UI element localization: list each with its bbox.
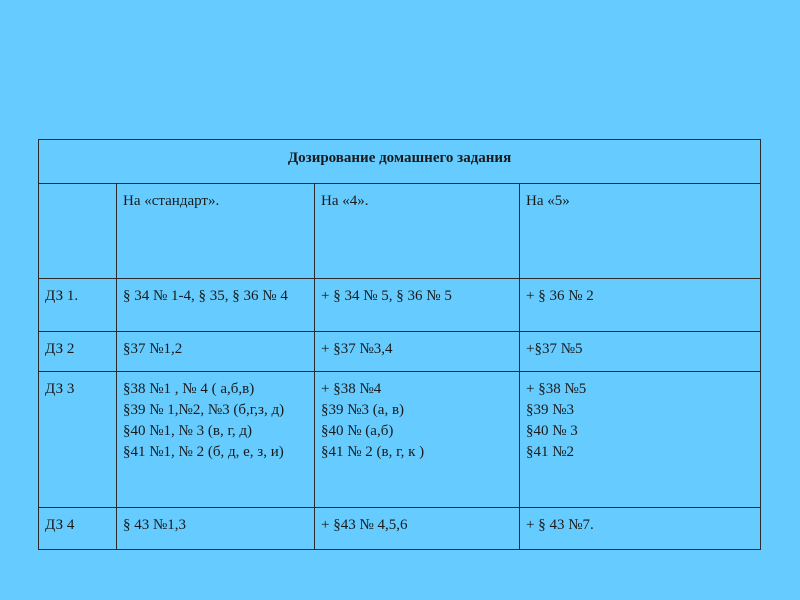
- cell-grade-4: + § 34 № 5, § 36 № 5: [315, 279, 520, 332]
- table-row: [39, 332, 761, 372]
- header-empty-cell: [39, 184, 117, 279]
- cell-grade-5: +§37 №5: [520, 332, 761, 372]
- row-label: ДЗ 3: [39, 372, 117, 508]
- cell-standard: §37 №1,2: [117, 332, 315, 372]
- cell-standard: §38 №1 , № 4 ( а,б,в) §39 № 1,№2, №3 (б,г,з, д) §40 №1, № 3 (в, г, д) §41 №1, № 2 (б, д, е, з, и): [117, 372, 315, 508]
- header-grade-4: На «4».: [315, 184, 520, 279]
- cell-standard: § 43 №1,3: [117, 508, 315, 550]
- header-grade-5: На «5»: [520, 184, 761, 279]
- cell-grade-5: + § 43 №7.: [520, 508, 761, 550]
- homework-dosage-table: [38, 139, 761, 550]
- cell-grade-4: + §37 №3,4: [315, 332, 520, 372]
- table-row: [39, 372, 761, 508]
- table-row: [39, 279, 761, 332]
- row-label: ДЗ 1.: [39, 279, 117, 332]
- table-title-row: [39, 140, 761, 184]
- table-title: Дозирование домашнего задания: [39, 140, 761, 184]
- row-label: ДЗ 4: [39, 508, 117, 550]
- cell-grade-5: + §38 №5 §39 №3 §40 № 3 §41 №2: [520, 372, 761, 508]
- table-row: [39, 508, 761, 550]
- header-standard: На «стандарт».: [117, 184, 315, 279]
- cell-grade-4: + §38 №4 §39 №3 (а, в) §40 № (а,б) §41 № 2 (в, г, к ): [315, 372, 520, 508]
- cell-grade-5: + § 36 № 2: [520, 279, 761, 332]
- table-header-row: [39, 184, 761, 279]
- row-label: ДЗ 2: [39, 332, 117, 372]
- cell-standard: § 34 № 1-4, § 35, § 36 № 4: [117, 279, 315, 332]
- cell-grade-4: + §43 № 4,5,6: [315, 508, 520, 550]
